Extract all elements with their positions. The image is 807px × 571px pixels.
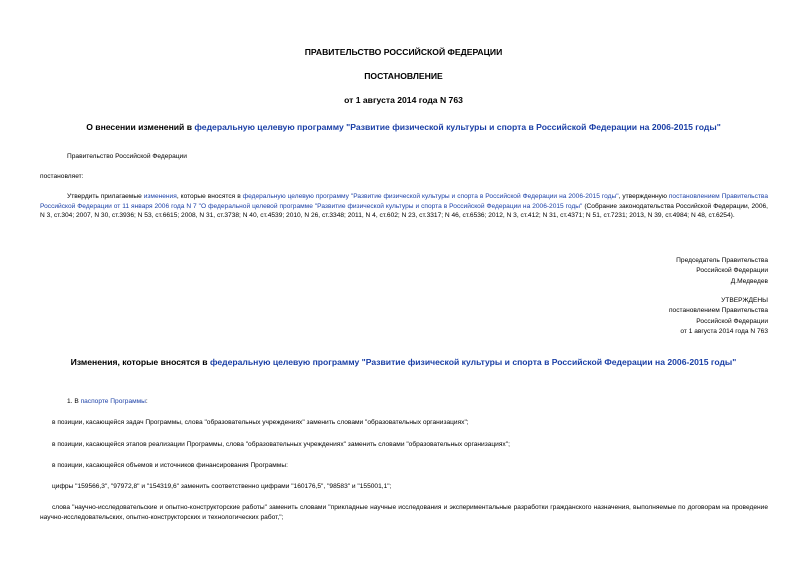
item-1-prefix: 1. В — [67, 398, 81, 405]
item-tasks: в позиции, касающейся задач Программы, слова "образовательных учреждениях" заменить словами "образовательных организациях"; — [52, 419, 469, 426]
changes-title-prefix: Изменения, которые вносятся в — [70, 357, 210, 367]
passport-link[interactable]: паспорте Программы — [80, 398, 146, 405]
item-stages: в позиции, касающейся этапов реализации Программы, слова "образовательных учреждениях" заменить словами "образовательных организациях"; — [52, 441, 510, 448]
resolution-link[interactable]: постановлением Правительства Российской Федерации от 11 января 2006 года N 7 "О федеральной целевой программе "Развитие физической культуры и спорта в Российской Федерации на 2006-2015 годы" — [40, 193, 769, 210]
changes-link[interactable]: изменения — [143, 193, 177, 200]
item-words: слова "научно-исследовательские и опытно-конструкторские работы" заменить словами "прикладные научные исследования и экспериментальные разработки гражданского назначения, выполняемые по договорам на проведение научно-исследовательских, опытно-конструкторских и технологических работ,"; — [40, 504, 768, 521]
document-title — [0, 122, 807, 132]
program-link-inline[interactable]: федеральную целевую программу "Развитие физической культуры и спорта в Российской Федерации на 2006-2015 годы" — [242, 193, 619, 200]
approved-line-3: Российской Федерации — [696, 317, 768, 325]
signature-name: Д.Медведев — [730, 277, 768, 285]
document-date-number: от 1 августа 2014 года N 763 — [344, 95, 463, 105]
signature-block — [676, 256, 768, 287]
government-heading: ПРАВИТЕЛЬСТВО РОССИЙСКОЙ ФЕДЕРАЦИИ — [304, 47, 503, 57]
decides-line: постановляет: — [40, 173, 84, 180]
item-financing: в позиции, касающейся объемов и источников финансирования Программы: — [52, 462, 288, 469]
approve-paragraph — [40, 192, 768, 221]
changes-title — [0, 357, 807, 367]
item-1 — [67, 397, 148, 407]
signature-line-2: Российской Федерации — [696, 267, 768, 275]
approved-line-2: постановлением Правительства — [668, 307, 768, 315]
program-link[interactable]: федеральную целевую программу "Развитие физической культуры и спорта в Российской Федерации на 2006-2015 годы" — [194, 122, 721, 132]
government-line: Правительство Российской Федерации — [67, 153, 187, 160]
signature-line-1: Председатель Правительства — [676, 257, 768, 264]
document-title-prefix: О внесении изменений в — [86, 122, 195, 132]
approved-line-1: УТВЕРЖДЕНЫ — [721, 297, 768, 304]
approve-text-1: Утвердить прилагаемые — [67, 193, 144, 200]
changes-program-link[interactable]: федеральную целевую программу "Развитие физической культуры и спорта в Российской Федерации на 2006-2015 годы" — [209, 357, 737, 367]
approve-text-2: , которые вносятся в — [176, 193, 243, 200]
approve-text-4: (Собрание законодательства Российской Федерации, 2006, N 3, ст.304; 2007, N 30, ст.3936; N 53, ст.6615; 2008, N 31, ст.3738; N 40, ст.4539; 2010, N 26, ст.3348; 2011, N 4, ст.602; N 23, ст.3317; N 46, ст.6536; 2012, N 3, ст.412; N 31, ст.4371; N 51, ст.7231; 2013, N 39, ст.4984; N 48, ст.6254). — [40, 202, 768, 220]
document-type-heading: ПОСТАНОВЛЕНИЕ — [364, 71, 443, 81]
approve-text-3: , утвержденную — [618, 193, 669, 200]
approved-line-4: от 1 августа 2014 года N 763 — [680, 328, 768, 336]
item-figures: цифры "159566,3", "97972,8" и "154319,6" заменить соответственно цифрами "160176,5", "98583" и "155001,1"; — [52, 483, 392, 490]
approved-block — [669, 296, 768, 338]
item-1-suffix: : — [145, 398, 148, 405]
